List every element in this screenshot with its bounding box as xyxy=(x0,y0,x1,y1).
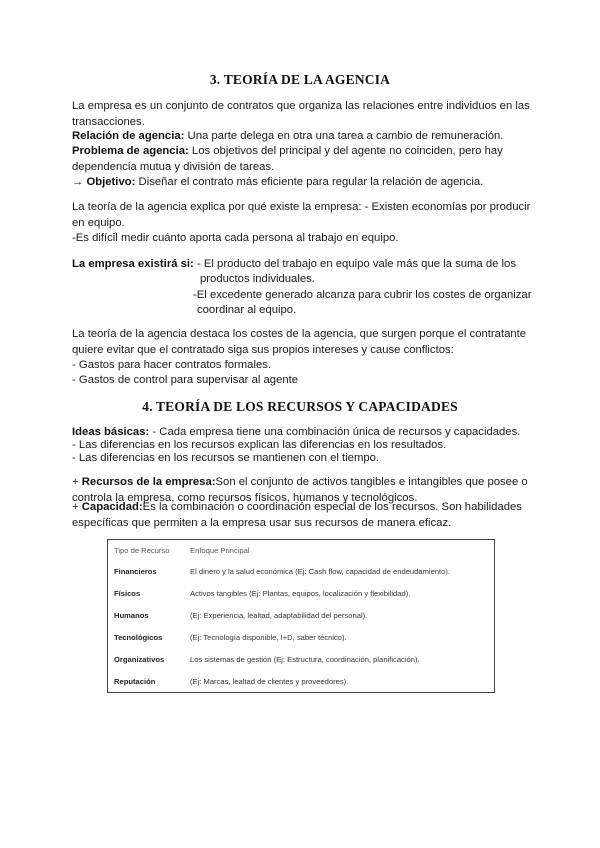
table-cell-tipo: Financieros xyxy=(114,566,157,576)
table-cell-tipo: Reputación xyxy=(114,676,156,686)
section-4-title: 4. TEORÍA DE LOS RECURSOS Y CAPACIDADES xyxy=(142,399,458,414)
relacion-agencia-line xyxy=(72,129,532,145)
relacion-agencia-text: Una parte delega en otra una tarea a cambio de remuneración. xyxy=(184,130,504,142)
explica-paragraph: La teoría de la agencia explica por qué existe la empresa: - Existen economías por producir en equipo. xyxy=(72,201,531,229)
table-row xyxy=(108,604,495,626)
objetivo-line xyxy=(72,175,532,191)
table-row xyxy=(108,582,495,604)
problema-agencia-paragraph xyxy=(72,144,532,175)
capacidad-prefix: + xyxy=(72,501,82,513)
table-cell-enfoque: (Ej: Tecnología disponible, I+D, saber técnico). xyxy=(190,632,347,642)
existira-condition-1: - El producto del trabajo en equipo vale más que la suma de los xyxy=(193,258,516,270)
explica-second-line: -Es difícil medir cuánto aporta cada persona al trabajo en equipo. xyxy=(72,232,399,244)
existira-condition-2: -El excedente generado alcanza para cubrir los costes de organizar xyxy=(193,289,532,301)
recursos-prefix: + xyxy=(72,476,82,488)
table-row xyxy=(108,648,495,670)
existira-line xyxy=(72,257,532,273)
existira-label: La empresa existirá si: xyxy=(72,258,194,270)
costes-item-2: - Gastos de control para supervisar al agente xyxy=(72,374,299,386)
relacion-agencia-label: Relación de agencia: xyxy=(72,130,185,142)
problema-agencia-text: Los objetivos del principal y del agente no coinciden, pero hay dependencia mutua y división de tareas. xyxy=(72,145,503,173)
table-cell-enfoque: Los sistemas de gestión (Ej: Estructura, coordinación, planificación). xyxy=(190,654,420,664)
table-row xyxy=(108,626,495,648)
table-cell-tipo: Físicos xyxy=(114,588,141,598)
table-header-enfoque: Enfoque Principal xyxy=(190,545,250,555)
existira-condition-2-cont: coordinar al equipo. xyxy=(197,304,297,316)
objetivo-text: Diseñar el contrato más eficiente para regular la relación de agencia. xyxy=(135,176,484,188)
table-cell-tipo: Humanos xyxy=(114,610,149,620)
table-cell-enfoque: Activos tangibles (Ej: Plantas, equipos, localización y flexibilidad). xyxy=(190,588,411,598)
resources-table xyxy=(107,539,495,693)
objetivo-label: Objetivo: xyxy=(86,176,136,188)
intro-paragraph: La empresa es un conjunto de contratos que organiza las relaciones entre individuos en las transacciones. xyxy=(72,100,530,128)
arrow-icon: → xyxy=(72,176,87,188)
section-3-title: 3. TEORÍA DE LA AGENCIA xyxy=(209,72,391,87)
ideas-item-2: - Las diferencias en los recursos explican las diferencias en los resultados. xyxy=(72,439,447,451)
ideas-item-1: - Cada empresa tiene una combinación única de recursos y capacidades. xyxy=(149,426,521,438)
problema-agencia-label: Problema de agencia: xyxy=(72,145,189,157)
table-cell-enfoque: El dinero y la salud económica (Ej: Cash flow, capacidad de endeudamiento). xyxy=(190,566,451,576)
table-cell-tipo: Organizativos xyxy=(114,654,165,664)
capacidad-text: Es la combinación o coordinación especial de los recursos. Son habilidades específicas que permiten a la empresa usar sus recursos de manera eficaz. xyxy=(72,501,522,529)
recursos-text: Son el conjunto de activos tangibles e intangibles que posee o controla la empresa, como recursos físicos, humanos y tecnológicos. xyxy=(72,476,528,504)
table-row xyxy=(108,560,495,582)
capacidad-label: Capacidad: xyxy=(81,501,143,513)
existira-condition-1-cont: productos individuales. xyxy=(200,273,315,285)
recursos-label: Recursos de la empresa: xyxy=(81,476,216,488)
table-header-tipo: Tipo de Recurso xyxy=(114,545,170,555)
table-row xyxy=(108,670,495,693)
capacidad-paragraph xyxy=(72,500,532,531)
table-cell-tipo: Tecnológicos xyxy=(114,632,163,642)
table-cell-enfoque: (Ej: Marcas, lealtad de clientes y proveedores). xyxy=(190,676,349,686)
table-cell-enfoque: (Ej: Experiencia, lealtad, adaptabilidad del personal). xyxy=(190,610,368,620)
table-header-row xyxy=(108,540,495,561)
costes-paragraph: La teoría de la agencia destaca los costes de la agencia, que surgen porque el contratante quiere evitar que el contratado siga sus propios intereses y cause conflictos: xyxy=(72,328,527,356)
ideas-basicas-label: Ideas básicas: xyxy=(72,426,150,438)
costes-item-1: - Gastos para hacer contratos formales. xyxy=(72,359,272,371)
ideas-item-3: - Las diferencias en los recursos se mantienen con el tiempo. xyxy=(72,452,380,464)
